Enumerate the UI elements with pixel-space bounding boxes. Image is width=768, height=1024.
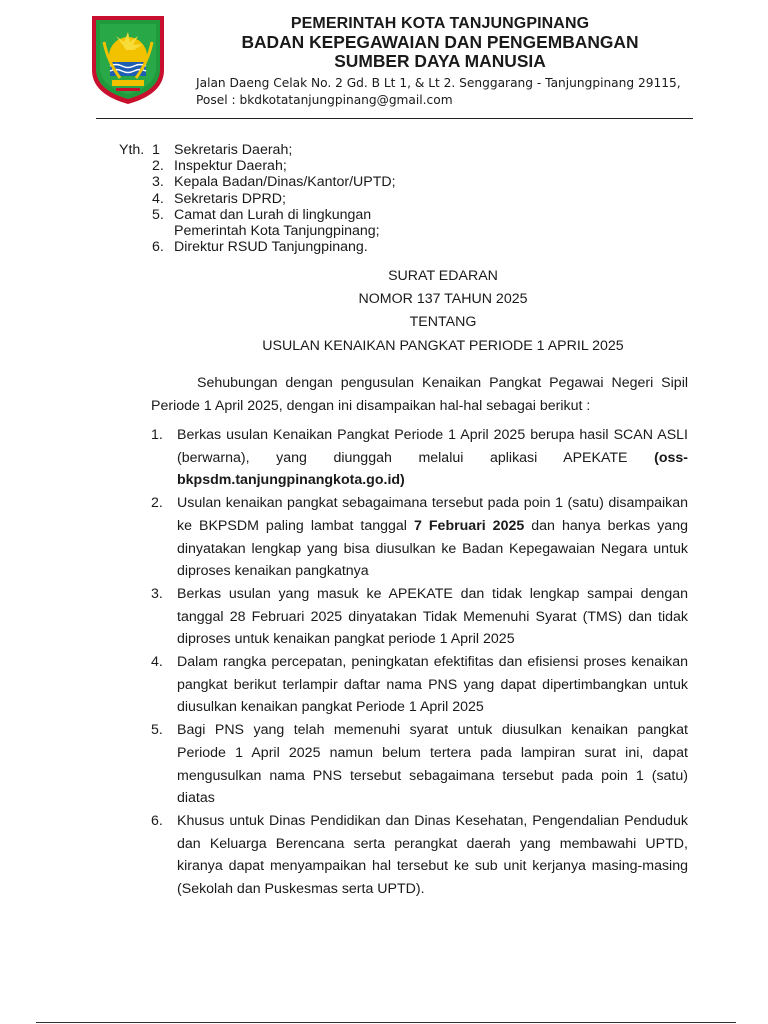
point-text xyxy=(177,654,688,715)
header-divider xyxy=(96,118,693,119)
recipient-label: Yth. xyxy=(119,142,145,158)
point-number: 2. xyxy=(151,495,163,512)
recipient-number: 2. xyxy=(152,158,164,175)
point-text xyxy=(177,586,688,647)
point-text xyxy=(177,813,688,897)
letter-type: SURAT EDARAN xyxy=(388,268,498,284)
government-name: PEMERINTAH KOTA TANJUNGPINANG xyxy=(290,15,590,32)
recipient-text: Pemerintah Kota Tanjungpinang; xyxy=(174,222,380,239)
recipient-text: Sekretaris DPRD; xyxy=(174,190,286,207)
point-segment: Berkas usulan yang masuk ke APEKATE dan tidak lengkap sampai dengan tanggal 28 Februari 2025 dinyatakan Tidak Memenuhi Syarat (TMS) dan tidak diproses untuk kenaikan pangkat periode 1 April 2025 xyxy=(177,585,688,648)
recipient-number: 3. xyxy=(152,174,164,191)
point-segment: Dalam rangka percepatan, peningkatan efektifitas dan efisiensi proses kenaikan pangkat berikut terlampir daftar nama PNS yang dapat dipertimbangkan untuk diusulkan kenaikan pangkat Periode 1 April 2025 xyxy=(177,654,688,716)
point-segment: Berkas usulan Kenaikan Pangkat Periode 1 April 2025 berupa hasil SCAN ASLI (berwarna), yang diunggah melalui aplikasi APEKATE xyxy=(177,427,688,466)
point-number: 5. xyxy=(151,722,163,739)
email-line: Posel : bkdkotatanjungpinang@gmail.com xyxy=(196,93,453,107)
point-segment: Khusus untuk Dinas Pendidikan dan Dinas Kesehatan, Pengendalian Penduduk dan Keluarga Berencana serta perangkat daerah yang membawahi UPTD, kiranya dapat menyampaikan hal tersebut ke sub unit kerjanya masing-masing (Sekolah dan Puskesmas serta UPTD). xyxy=(177,812,688,898)
point-emphasis: (oss-bkpsdm.tanjungpinangkota.go.id) xyxy=(177,449,688,489)
address-line: Jalan Daeng Celak No. 2 Gd. B Lt 1, & Lt 2. Senggarang - Tanjungpinang 29115, xyxy=(196,76,681,90)
letter-number: NOMOR 137 TAHUN 2025 xyxy=(358,291,528,307)
point-number: 1. xyxy=(151,427,163,443)
city-emblem-icon xyxy=(86,12,170,106)
point-item xyxy=(151,492,688,583)
point-number: 3. xyxy=(151,585,163,602)
recipient-number: 1 xyxy=(152,142,160,158)
recipient-number: 6. xyxy=(152,239,164,256)
point-item xyxy=(151,719,688,810)
point-emphasis: 7 Februari 2025 xyxy=(413,517,525,534)
letter-about-label: TENTANG xyxy=(409,314,477,330)
point-item xyxy=(151,810,688,901)
intro-paragraph xyxy=(151,372,688,418)
point-text xyxy=(177,722,688,806)
recipient-number: 4. xyxy=(152,190,164,207)
recipient-number: 5. xyxy=(152,206,164,223)
letterhead xyxy=(180,14,700,71)
point-item xyxy=(151,424,688,492)
recipient-text: Direktur RSUD Tanjungpinang. xyxy=(174,239,368,256)
point-number: 6. xyxy=(151,812,163,829)
point-segment: Bagi PNS yang telah memenuhi syarat untuk diusulkan kenaikan pangkat Periode 1 April 2025 namun belum tertera pada lampiran surat ini, dapat mengusulkan nama PNS tersebut sebagaimana tersebut pada poin 1 (satu) diatas xyxy=(177,722,688,807)
recipient-text: Kepala Badan/Dinas/Kantor/UPTD; xyxy=(174,174,396,191)
intro-text: Sehubungan dengan pengusulan Kenaikan Pangkat Pegawai Negeri Sipil Periode 1 April 2025, dengan ini disampaikan hal-hal sebagai berikut : xyxy=(151,375,688,414)
point-segment: dan hanya berkas yang dinyatakan lengkap yang bisa diusulkan ke Badan Kepegawaian Negara untuk diproses kenaikan pangkatnya xyxy=(177,517,688,580)
letter-subject: USULAN KENAIKAN PANGKAT PERIODE 1 APRIL 2025 xyxy=(262,338,624,354)
point-number: 4. xyxy=(151,654,163,671)
recipient-text: Camat dan Lurah di lingkungan xyxy=(174,206,372,223)
point-text xyxy=(177,495,688,579)
recipient-text: Sekretaris Daerah; xyxy=(174,142,293,158)
point-segment: Usulan kenaikan pangkat sebagaimana tersebut pada poin 1 (satu) disampaikan ke BKPSDM paling lambat tanggal xyxy=(177,495,688,534)
agency-name-line2: SUMBER DAYA MANUSIA xyxy=(334,51,546,71)
point-item xyxy=(151,583,688,651)
agency-name-line1: BADAN KEPEGAWAIAN DAN PENGEMBANGAN xyxy=(241,32,639,52)
recipient-text: Inspektur Daerah; xyxy=(174,158,287,175)
footer-divider xyxy=(36,1022,736,1023)
points-list xyxy=(151,424,688,901)
point-text xyxy=(177,427,688,488)
letterhead-address xyxy=(196,75,716,109)
point-item xyxy=(151,651,688,719)
